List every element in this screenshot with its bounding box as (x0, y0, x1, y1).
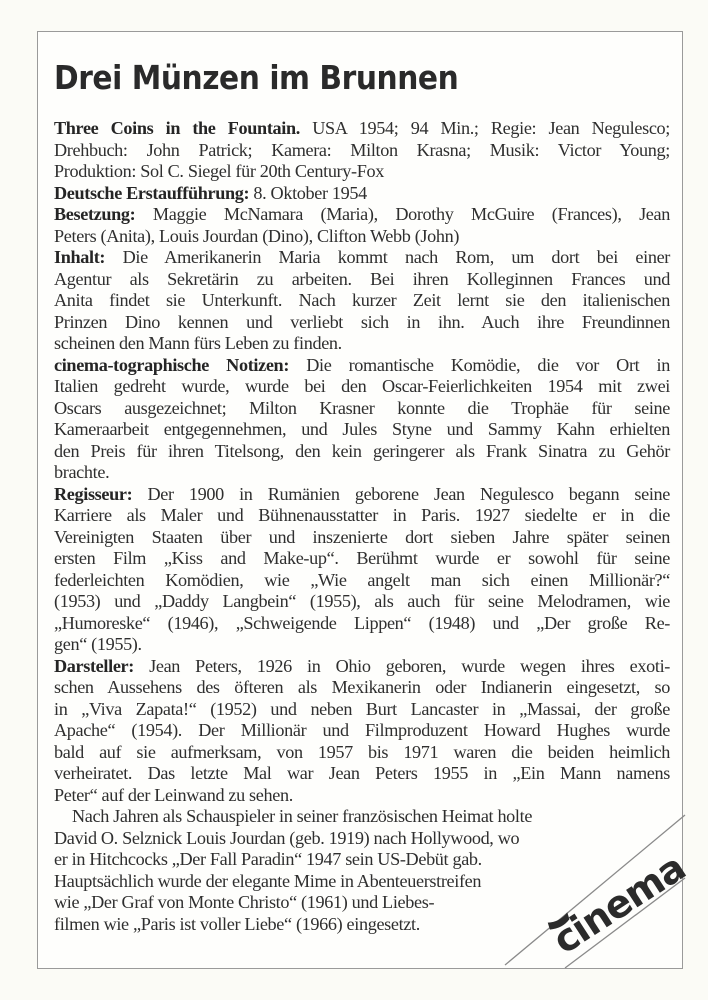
credits-line: Produktion: Sol C. Siegel für 20th Century-Fox (54, 161, 384, 181)
director-line: (1953) und „Daddy Langbein“ (1955), als auch für seine Melodramen, wie (54, 591, 670, 611)
notes-line: Kameraarbeit entgegennehmen, und Jules Styne und Sammy Kahn erhielten (54, 419, 670, 439)
notes-line: Italien gedreht wurde, wurde bei den Oscar-Feierlichkeiten 1954 mit zwei (54, 376, 670, 396)
notes-line: brachte. (54, 462, 110, 482)
director-line: Karriere als Maler und Bühnenausstatter in Paris. 1927 siedelte er in die (54, 505, 670, 525)
actors-continuation-line: wie „Der Graf von Monte Christo“ (1961) und Liebes- (54, 892, 435, 912)
cast-line: Peters (Anita), Louis Jourdan (Dino), Clifton Webb (John) (54, 225, 460, 246)
premiere-label: Deutsche Erstaufführung: (54, 182, 250, 203)
page-title: Drei Münzen im Brunnen (54, 58, 459, 97)
cinema-logo (480, 790, 708, 970)
notes-label: cinema-tographische Notizen: (54, 354, 290, 375)
actors-continuation-line: filmen wie „Paris ist voller Liebe“ (1966) eingesetzt. (54, 913, 420, 934)
actors-continuation-line: Hauptsächlich wurde der elegante Mime in Abenteuerstreifen (54, 870, 482, 891)
credits-line: Drehbuch: John Patrick; Kamera: Milton Krasna; Musik: Victor Young; (54, 139, 670, 160)
plot-line: Prinzen Dino kennen und verliebt sich in ihn. Auch ihre Freundinnen (54, 311, 670, 332)
director-section (54, 484, 670, 656)
actors-line: Apache“ (1954). Der Millionär und Filmproduzent Howard Hughes wurde (54, 720, 670, 740)
plot-label: Inhalt: (54, 247, 106, 267)
director-line: ersten Film „Kiss and Make-up“. Berühmt wurde er sowohl für seine (54, 548, 670, 568)
director-line: gen“ (1955). (54, 634, 142, 654)
actors-continuation-line: er in Hitchcocks „Der Fall Paradin“ 1947 sein US-Debüt gab. (54, 849, 482, 869)
notes-line: den Preis für ihren Titelsong, den kein geringerer als Frank Sinatra zu Gehör (54, 440, 670, 461)
credits-label: Three Coins in the Fountain. (54, 118, 300, 138)
plot-section (54, 247, 670, 355)
actors-line: Peter“ auf der Leinwand zu sehen. (54, 784, 293, 805)
actors-line: bald auf sie aufmerksam, von 1957 bis 1971 waren die beiden heimlich (54, 741, 670, 762)
cast-label: Besetzung: (54, 204, 136, 224)
credits-section (54, 118, 670, 183)
actors-continuation-line: Nach Jahren als Schauspieler in seiner französischen Heimat holte (72, 806, 533, 826)
director-line: Vereinigten Staaten über und inszenierte dort sieben Jahre später seinen (54, 526, 670, 547)
logo-text: cinema (544, 845, 693, 963)
actors-line: schen Aussehens des öfteren als Mexikanerin oder Indianerin eingesetzt, so (54, 677, 670, 697)
director-line: „Humoreske“ (1946), „Schweigende Lippen“ (1948) und „Der große Re- (54, 612, 670, 633)
actors-line: in „Viva Zapata!“ (1952) und neben Burt Lancaster in „Massai, der große (54, 698, 670, 719)
actors-label: Darsteller: (54, 655, 134, 676)
plot-line: Die Amerikanerin Maria kommt nach Rom, um dort bei einer (105, 247, 670, 267)
plot-line: Agentur als Sekretärin zu arbeiten. Bei ihren Kolleginnen Frances und (54, 268, 670, 289)
credits-line: USA 1954; 94 Min.; Regie: Jean Negulesco; (299, 118, 670, 138)
director-line: Der 1900 in Rumänien geborene Jean Negulesco begann seine (132, 483, 670, 504)
premiere-date: 8. Oktober 1954 (249, 182, 367, 203)
actors-line: Jean Peters, 1926 in Ohio geboren, wurde wegen ihres exoti- (133, 655, 670, 676)
cast-section (54, 204, 670, 247)
notes-section (54, 355, 670, 484)
actors-line: verheiratet. Das letzte Mal war Jean Peters 1955 in „Ein Mann namens (54, 763, 670, 783)
cast-line: Maggie McNamara (Maria), Dorothy McGuire (Frances), Jean (135, 204, 670, 224)
notes-line: Oscars ausgezeichnet; Milton Krasner konnte die Trophäe für seine (54, 397, 670, 418)
director-label: Regisseur: (54, 483, 133, 504)
notes-line: Die romantische Komödie, die vor Ort in (289, 354, 670, 375)
actors-continuation-line: David O. Selznick Louis Jourdan (geb. 1919) nach Hollywood, wo (54, 827, 520, 848)
plot-line: Anita findet sie Unterkunft. Nach kurzer Zeit lernt sie den italienischen (54, 290, 670, 310)
premiere-section (54, 183, 670, 205)
director-line: federleichten Komödien, wie „Wie angelt man sich einen Millionär?“ (54, 569, 670, 590)
plot-line: scheinen den Mann fürs Leben zu finden. (54, 333, 342, 353)
